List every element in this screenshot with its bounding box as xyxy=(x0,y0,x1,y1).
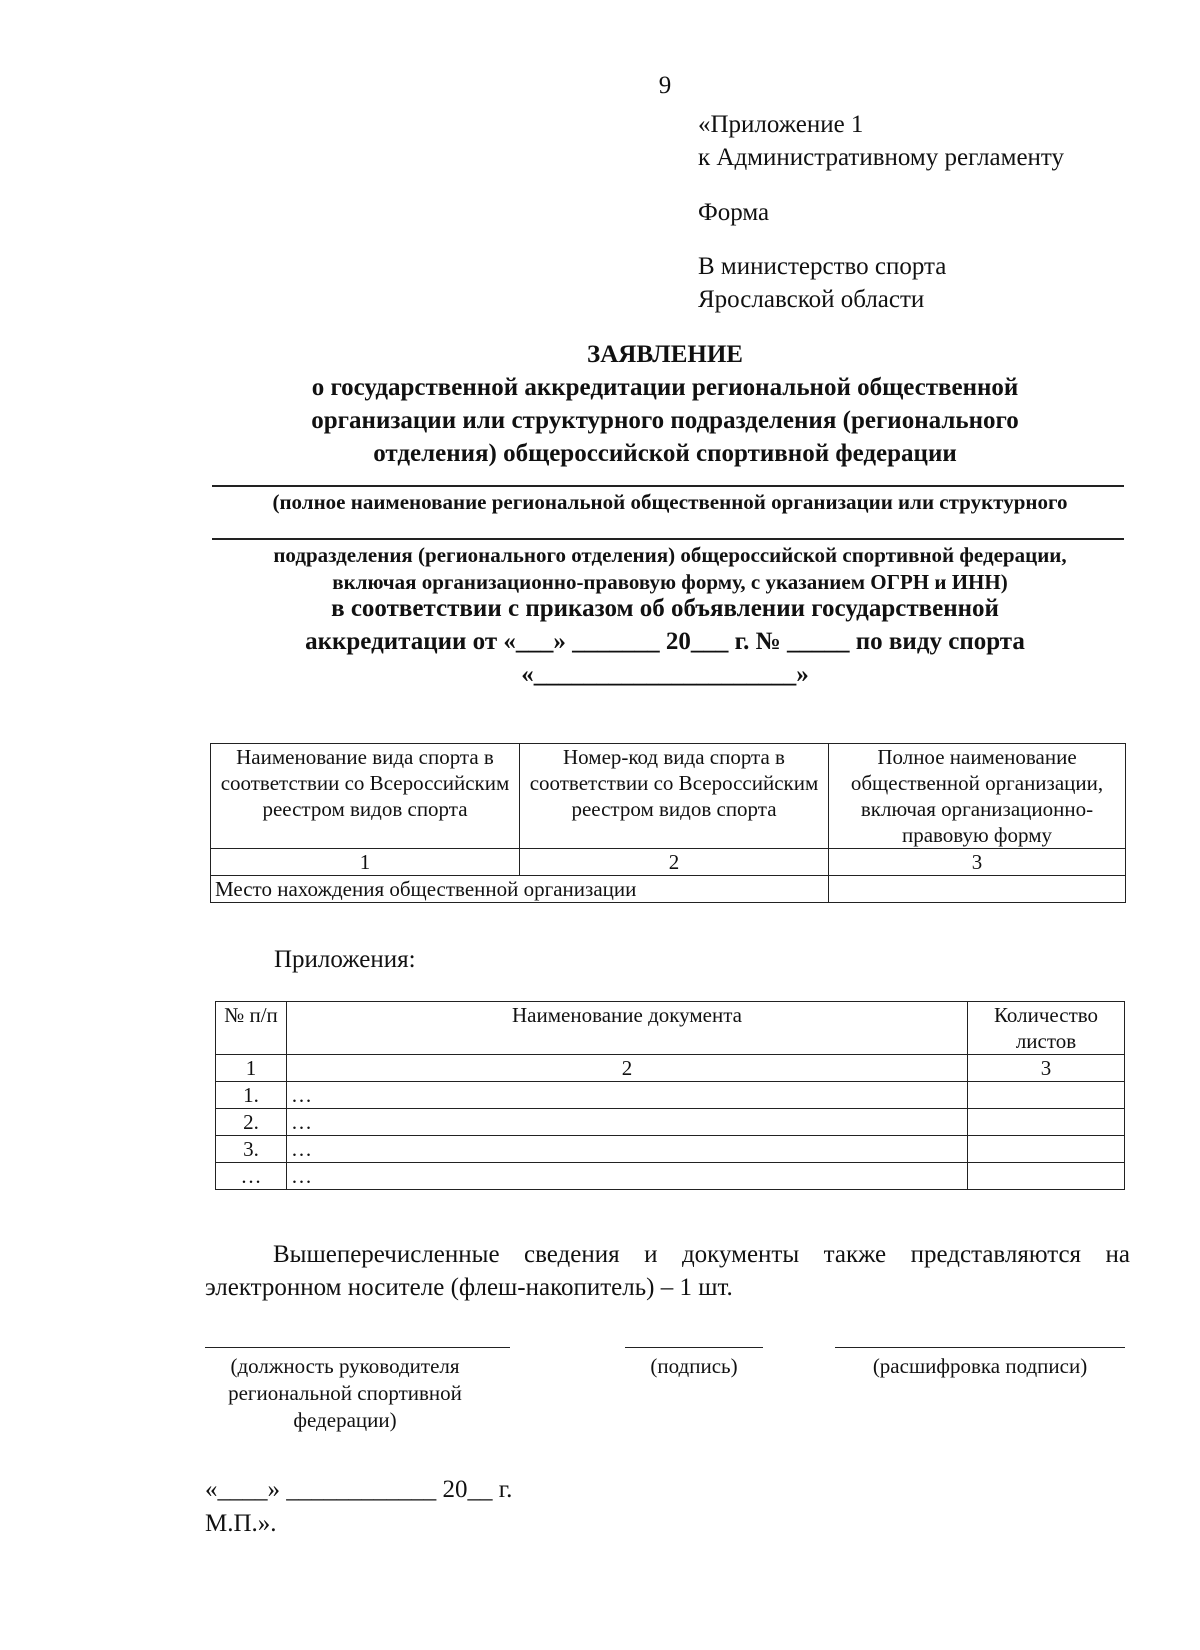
electronic-media-note: Вышеперечисленные сведения и документы также представляются на электронном носителе (флеш-накопитель) – 1 шт. xyxy=(205,1241,1130,1301)
date-line[interactable]: «____» ____________ 20__ г. xyxy=(205,1476,513,1503)
addressee-line-1: В министерство спорта xyxy=(698,253,947,280)
table-row xyxy=(216,1109,1125,1136)
row-sheet-count[interactable] xyxy=(968,1163,1125,1190)
attachments-header-row xyxy=(216,1002,1125,1055)
document-heading xyxy=(200,338,1130,470)
attachments-col-number: 3 xyxy=(968,1055,1125,1082)
position-caption: (должность руководителя региональной спортивной федерации) xyxy=(228,1354,462,1432)
row-document-name[interactable]: … xyxy=(287,1136,968,1163)
row-document-name[interactable]: … xyxy=(287,1109,968,1136)
fill-hint-1: (полное наименование региональной общественной организации или структурного xyxy=(272,490,1068,514)
appendix-line-1: «Приложение 1 xyxy=(698,111,864,138)
row-sheet-count[interactable] xyxy=(968,1082,1125,1109)
addressee-line-2: Ярославской области xyxy=(698,286,925,313)
row-number: 3. xyxy=(216,1136,287,1163)
signature-line[interactable] xyxy=(625,1347,763,1348)
form-label: Форма xyxy=(698,199,770,226)
appendix-reference xyxy=(698,108,1178,174)
row-document-name[interactable]: … xyxy=(287,1082,968,1109)
signature-caption: (подпись) xyxy=(650,1354,738,1378)
sport-table-number-row xyxy=(211,849,1126,876)
table-row xyxy=(216,1163,1125,1190)
row-number: 1. xyxy=(216,1082,287,1109)
location-label: Место нахождения общественной организации xyxy=(211,876,829,903)
document-subtitle-1: о государственной аккредитации региональной общественной xyxy=(311,374,1019,401)
appendix-line-2: к Административному регламенту xyxy=(698,144,1065,171)
fill-line-2[interactable] xyxy=(212,538,1124,540)
row-number: … xyxy=(216,1163,287,1190)
row-sheet-count[interactable] xyxy=(968,1136,1125,1163)
stamp-line: М.П.». xyxy=(205,1510,277,1537)
attachments-header-name: Наименование документа xyxy=(287,1002,968,1055)
order-line-2: аккредитации от «___» _______ 20___ г. № _____ по виду спорта xyxy=(305,628,1025,655)
table-row xyxy=(216,1136,1125,1163)
sport-header-code: Номер-код вида спорта в соответствии со Всероссийским реестром видов спорта xyxy=(520,744,829,849)
sport-col-number: 2 xyxy=(520,849,829,876)
sport-table xyxy=(210,743,1126,903)
row-document-name[interactable]: … xyxy=(287,1163,968,1190)
addressee xyxy=(698,250,1178,316)
sport-col-number: 1 xyxy=(211,849,520,876)
fill-line-1[interactable] xyxy=(212,485,1124,487)
location-value-cell[interactable] xyxy=(829,876,1126,903)
document-subtitle-3: отделения) общероссийской спортивной федерации xyxy=(373,440,957,467)
sport-header-organization: Полное наименование общественной организации, включая организационно-правовую форму xyxy=(829,744,1126,849)
attachments-table xyxy=(215,1001,1125,1190)
page-number: 9 xyxy=(658,72,672,99)
order-line-1: в соответствии с приказом об объявлении государственной xyxy=(331,595,999,622)
decoding-signature-line[interactable] xyxy=(835,1347,1125,1348)
fill-hint-2 xyxy=(205,542,1135,596)
attachments-header-number: № п/п xyxy=(216,1002,287,1055)
sport-col-number: 3 xyxy=(829,849,1126,876)
order-line-3: «_____________________» xyxy=(521,661,809,688)
row-sheet-count[interactable] xyxy=(968,1109,1125,1136)
decoding-caption: (расшифровка подписи) xyxy=(872,1354,1088,1378)
attachments-label: Приложения: xyxy=(274,946,416,973)
document-subtitle-2: организации или структурного подразделения (регионального xyxy=(311,407,1019,434)
sport-header-name: Наименование вида спорта в соответствии со Всероссийским реестром видов спорта xyxy=(211,744,520,849)
row-number: 2. xyxy=(216,1109,287,1136)
position-signature-line[interactable] xyxy=(205,1347,510,1348)
attachments-col-number: 1 xyxy=(216,1055,287,1082)
attachments-col-number: 2 xyxy=(287,1055,968,1082)
document-title: ЗАЯВЛЕНИЕ xyxy=(587,341,743,368)
attachments-number-row xyxy=(216,1055,1125,1082)
attachments-header-count: Количество листов xyxy=(968,1002,1125,1055)
fill-hint-2-line: подразделения (регионального отделения) общероссийской спортивной федерации, xyxy=(273,543,1067,567)
sport-table-location-row xyxy=(211,876,1126,903)
fill-hint-3-line: включая организационно-правовую форму, с указанием ОГРН и ИНН) xyxy=(332,570,1008,594)
sport-table-header-row xyxy=(211,744,1126,849)
order-reference xyxy=(200,592,1130,691)
table-row xyxy=(216,1082,1125,1109)
